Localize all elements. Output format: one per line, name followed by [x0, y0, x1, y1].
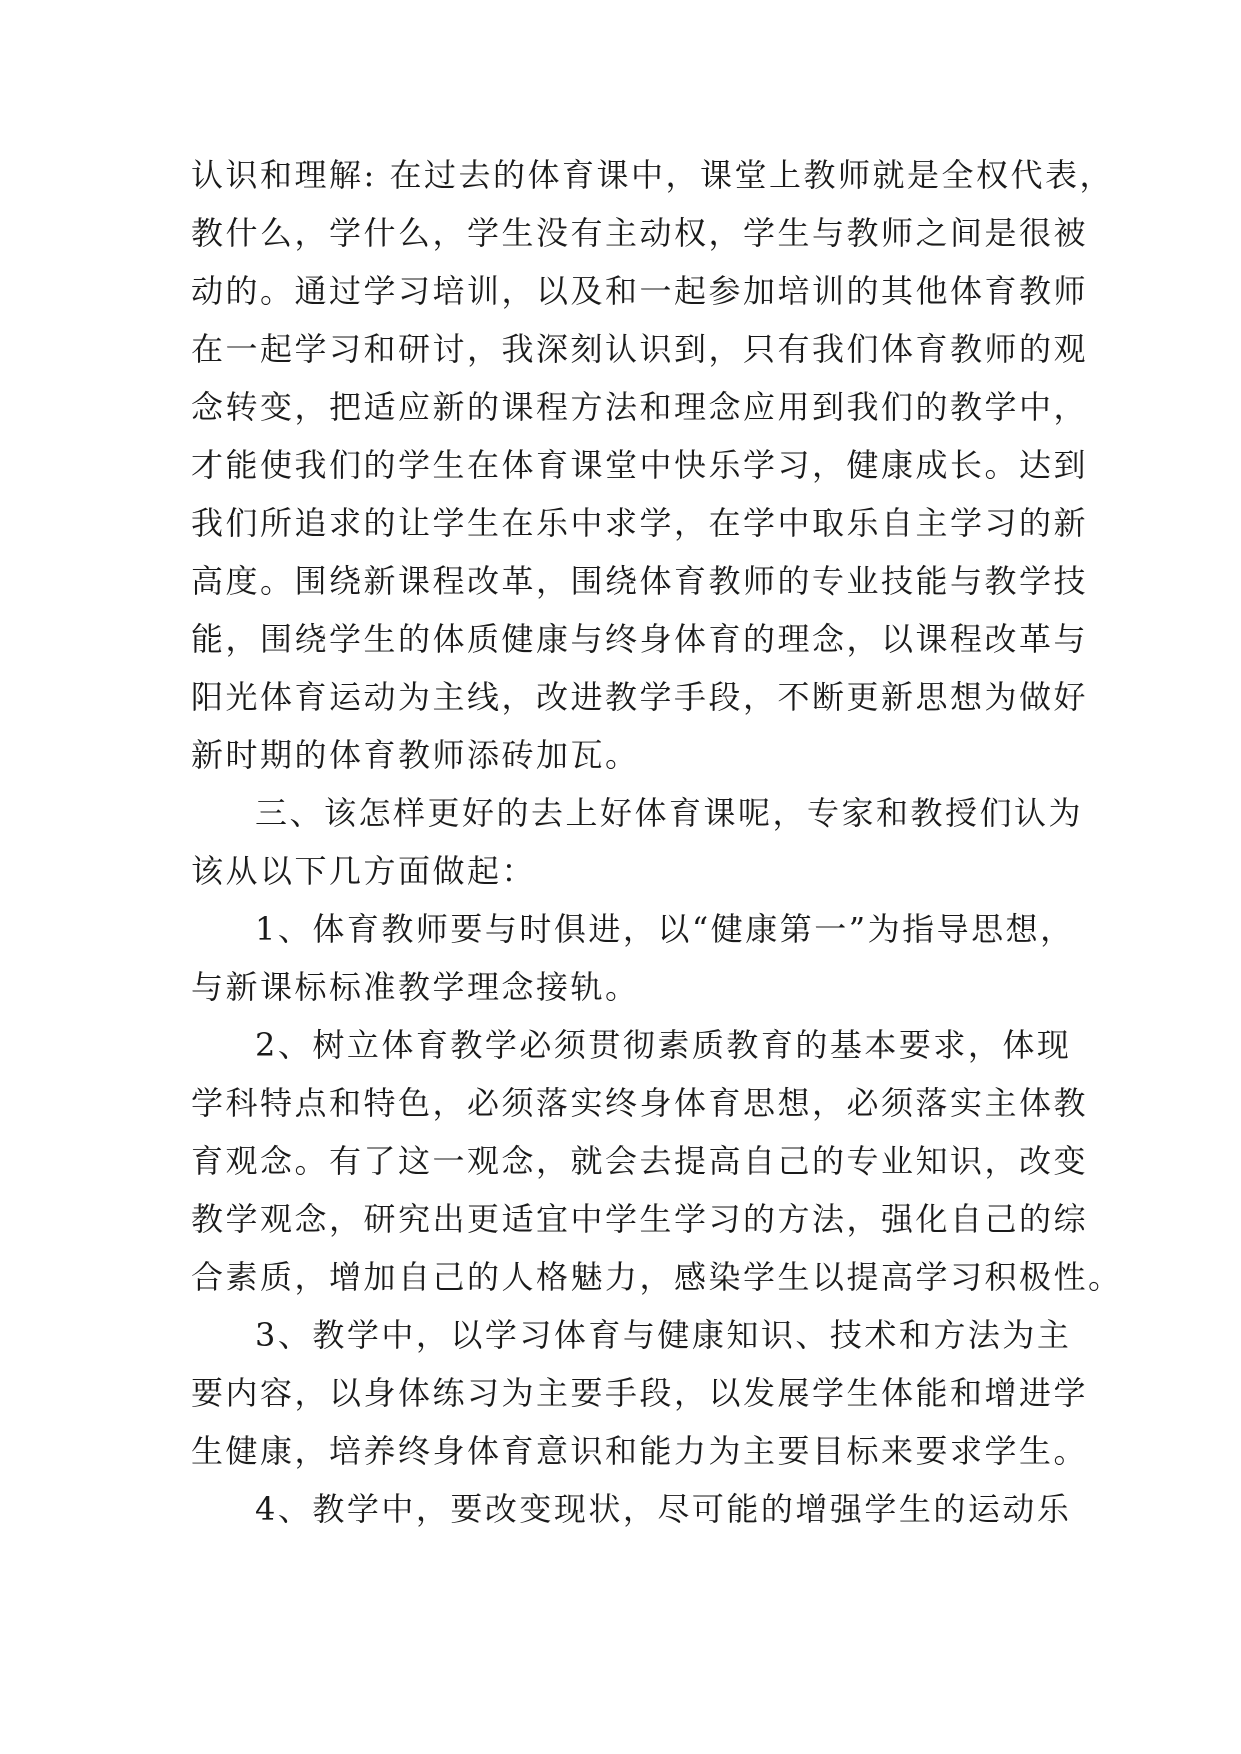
document-body [191, 146, 1123, 1538]
text-line: 该从以下几方面做起： [191, 852, 537, 890]
text-line: 合素质，增加自己的人格魅力，感染学生以提高学习积极性。 [191, 1258, 1123, 1296]
paragraph-start-line: 2、树立体育教学必须贯彻素质教育的基本要求，体现 [255, 1026, 1072, 1064]
text-line: 在一起学习和研讨，我深刻认识到，只有我们体育教师的观 [191, 330, 1089, 368]
text-line: 认识和理解: 在过去的体育课中，课堂上教师就是全权代表， [191, 156, 1114, 194]
text-line: 阳光体育运动为主线，改进教学手段，不断更新思想为做好 [191, 678, 1089, 716]
text-line: 学科特点和特色，必须落实终身体育思想，必须落实主体教 [191, 1084, 1089, 1122]
text-line: 能，围绕学生的体质健康与终身体育的理念，以课程改革与 [191, 620, 1089, 658]
paragraph-start-line: 3、教学中，以学习体育与健康知识、技术和方法为主 [255, 1316, 1072, 1354]
text-line: 教学观念，研究出更适宜中学生学习的方法，强化自己的综 [191, 1200, 1089, 1238]
text-line: 高度。围绕新课程改革，围绕体育教师的专业技能与教学技 [191, 562, 1089, 600]
text-line: 育观念。有了这一观念，就会去提高自己的专业知识，改变 [191, 1142, 1089, 1180]
text-line: 要内容，以身体练习为主要手段，以发展学生体能和增进学 [191, 1374, 1089, 1412]
text-line: 我们所追求的让学生在乐中求学，在学中取乐自主学习的新 [191, 504, 1089, 542]
paragraph-start-line: 1、体育教师要与时俱进，以“健康第一”为指导思想， [255, 910, 1075, 948]
paragraph-start-line: 三、该怎样更好的去上好体育课呢，专家和教授们认为 [255, 794, 1084, 832]
text-line: 生健康，培养终身体育意识和能力为主要目标来要求学生。 [191, 1432, 1089, 1470]
text-line: 新时期的体育教师添砖加瓦。 [191, 736, 640, 774]
text-line: 才能使我们的学生在体育课堂中快乐学习，健康成长。达到 [191, 446, 1089, 484]
text-line: 动的。通过学习培训，以及和一起参加培训的其他体育教师 [191, 272, 1089, 310]
text-line: 念转变，把适应新的课程方法和理念应用到我们的教学中， [191, 388, 1089, 426]
paragraph-start-line: 4、教学中，要改变现状，尽可能的增强学生的运动乐 [255, 1490, 1072, 1528]
text-line: 与新课标标准教学理念接轨。 [191, 968, 640, 1006]
text-line: 教什么，学什么，学生没有主动权，学生与教师之间是很被 [191, 214, 1089, 252]
